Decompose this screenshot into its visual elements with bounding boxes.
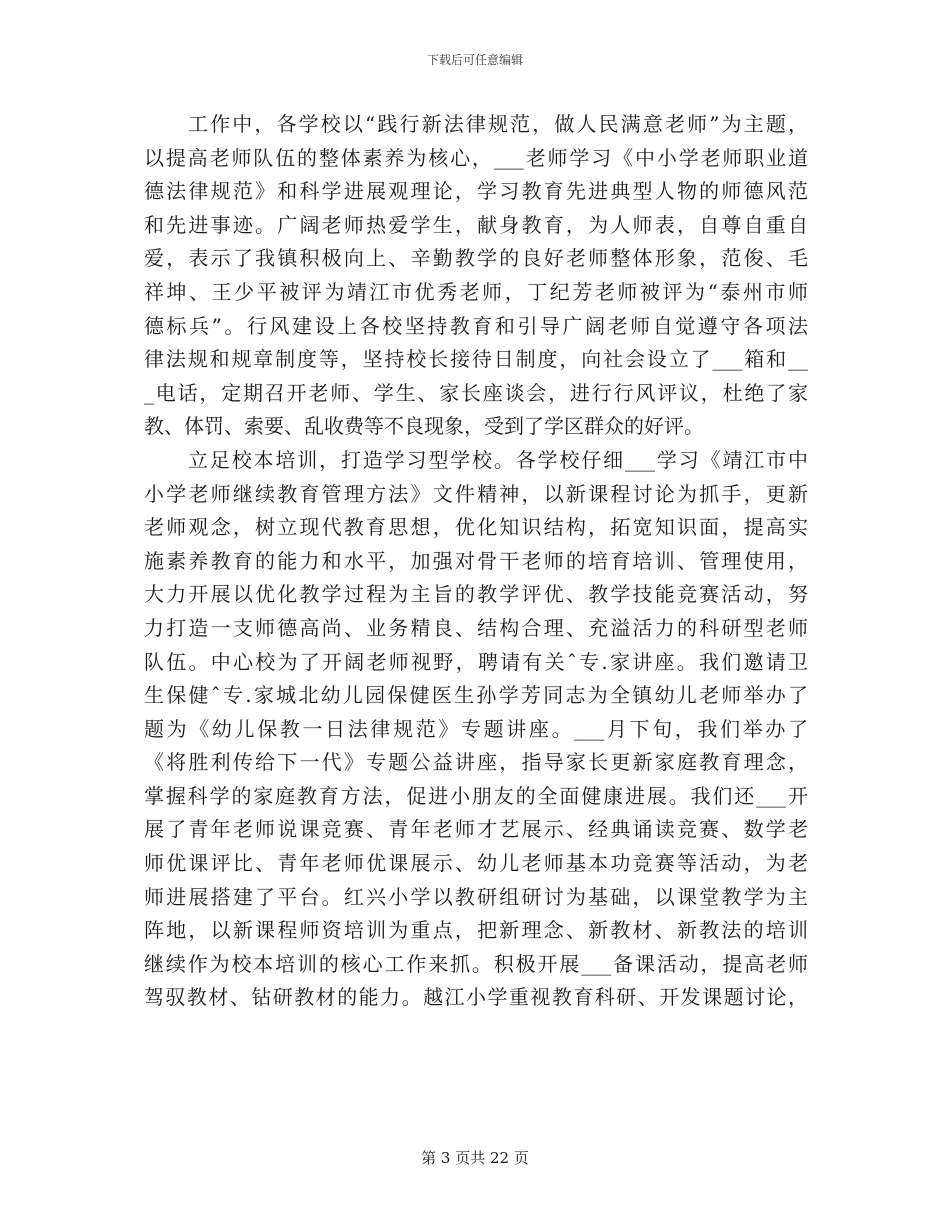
page-header: 下载后可任意编辑: [426, 53, 523, 67]
text-line: 立足校本培训，打造学习型学校。各学校仔细___学习《靖江市中: [188, 447, 808, 472]
text-line: 阵地，以新课程师资培训为重点，把新理念、新教材、新教法的培训: [144, 918, 808, 943]
text-line: 爱，表示了我镇积极向上、辛勤教学的良好老师整体形象，范俊、毛: [144, 246, 808, 271]
text-line: 生保健ˆ专.家城北幼儿园保健医生孙学芳同志为全镇幼儿老师举办了: [144, 683, 808, 708]
text-line: 施素养教育的能力和水平，加强对骨干老师的培育培训、管理使用，: [144, 548, 808, 573]
text-line: 德法律规范》和科学进展观理论，学习教育先进典型人物的师德风范: [144, 179, 808, 204]
text-line: 祥坤、王少平被评为靖江市优秀老师，丁纪芳老师被评为“泰州市师: [144, 279, 808, 304]
text-line: 教、体罚、索要、乱收费等不良现象，受到了学区群众的好评。: [144, 414, 704, 439]
text-line: 工作中，各学校以“践行新法律规范，做人民满意老师”为主题，: [188, 112, 808, 136]
text-line: 力打造一支师德高尚、业务精良、结构合理、充溢活力的科研型老师: [144, 615, 808, 640]
text-line: 《将胜利传给下一代》专题公益讲座，指导家长更新家庭教育理念，: [144, 750, 808, 775]
text-line: 德标兵”。行风建设上各校坚持教育和引导广阔老师自觉遵守各项法: [144, 313, 808, 338]
text-line: 以提高老师队伍的整体素养为核心，___老师学习《中小学老师职业道: [144, 145, 808, 170]
text-line: 驾驭教材、钻研教材的能力。越江小学重视教育科研、开发课题讨论，: [144, 985, 808, 1010]
text-line: 题为《幼儿保教一日法律规范》专题讲座。___月下旬，我们举办了: [144, 716, 808, 741]
text-line: 继续作为校本培训的核心工作来抓。积极开展___备课活动，提高老师: [144, 951, 808, 976]
document-body: [144, 108, 808, 1015]
text-line: 师优课评比、青年老师优课展示、幼儿老师基本功竞赛等活动，为老: [144, 851, 808, 876]
paragraph-1: [144, 108, 808, 444]
text-line: 大力开展以优化教学过程为主旨的教学评优、教学技能竞赛活动，努: [144, 582, 808, 607]
text-line: 队伍。中心校为了开阔老师视野，聘请有关ˆ专.家讲座。我们邀请卫: [144, 649, 808, 674]
text-line: 师进展搭建了平台。红兴小学以教研组研讨为基础，以课堂教学为主: [144, 884, 808, 909]
text-line: 老师观念，树立现代教育思想，优化知识结构，拓宽知识面，提高实: [144, 515, 808, 540]
paragraph-2: [144, 444, 808, 1015]
text-line: 和先进事迹。广阔老师热爱学生，献身教育，为人师表，自尊自重自: [144, 212, 808, 237]
text-line: _电话，定期召开老师、学生、家长座谈会，进行行风评议，杜绝了家: [144, 380, 808, 405]
page-number: 第 3 页共 22 页: [421, 1149, 529, 1167]
text-line: 掌握科学的家庭教育方法，促进小朋友的全面健康进展。我们还___开: [144, 783, 808, 808]
text-line: 律法规和规章制度等，坚持校长接待日制度，向社会设立了___箱和__: [144, 347, 808, 372]
text-line: 小学老师继续教育管理方法》文件精神，以新课程讨论为抓手，更新: [144, 481, 808, 506]
text-line: 展了青年老师说课竞赛、青年老师才艺展示、经典诵读竞赛、数学老: [144, 817, 808, 842]
